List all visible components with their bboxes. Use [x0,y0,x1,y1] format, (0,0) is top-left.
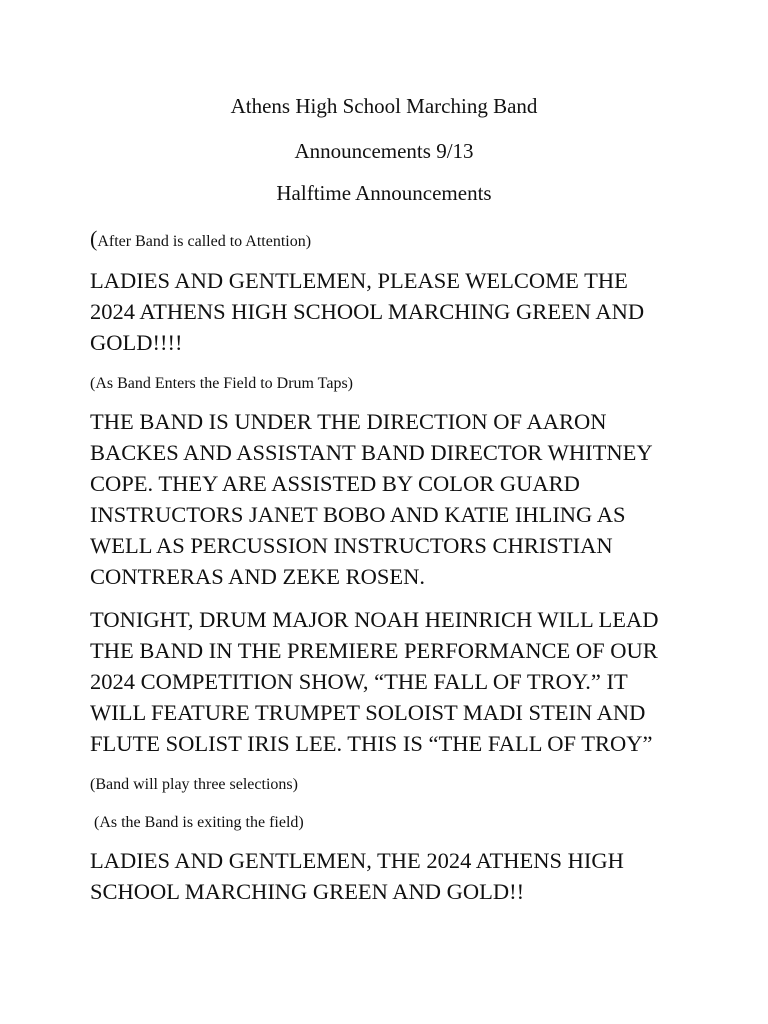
stage-cue-enters: (As Band Enters the Field to Drum Taps) [90,375,353,392]
announcement-line: 2024 ATHENS HIGH SCHOOL MARCHING GREEN AND [90,299,645,324]
announcement-line: LADIES AND GENTLEMEN, PLEASE WELCOME THE [90,268,628,293]
announcement-line: WELL AS PERCUSSION INSTRUCTORS CHRISTIAN [90,533,613,558]
announcement-line: THE BAND IN THE PREMIERE PERFORMANCE OF OUR [90,638,658,663]
announcement-welcome [90,265,690,358]
stage-cue-selections: (Band will play three selections) [90,776,298,793]
announcement-show [90,604,690,759]
announcement-line: FLUTE SOLIST IRIS LEE. THIS IS “THE FALL OF TROY” [90,731,653,756]
document-subtitle: Announcements 9/13 [294,139,474,163]
stage-cue-exiting: (As the Band is exiting the field) [90,814,304,831]
announcement-line: WILL FEATURE TRUMPET SOLOIST MADI STEIN AND [90,700,646,725]
announcement-line: THE BAND IS UNDER THE DIRECTION OF AARON [90,409,607,434]
announcement-closing [90,845,690,907]
announcement-line: COPE. THEY ARE ASSISTED BY COLOR GUARD [90,471,580,496]
document-title: Athens High School Marching Band [230,94,538,118]
announcement-line: LADIES AND GENTLEMEN, THE 2024 ATHENS HIGH [90,848,624,873]
announcement-line: BACKES AND ASSISTANT BAND DIRECTOR WHITNEY [90,440,653,465]
announcement-line: SCHOOL MARCHING GREEN AND GOLD!! [90,879,525,904]
announcement-line: INSTRUCTORS JANET BOBO AND KATIE IHLING AS [90,502,626,527]
cue-text: After Band is called to Attention) [97,233,312,250]
announcement-line: TONIGHT, DRUM MAJOR NOAH HEINRICH WILL LEAD [90,607,659,632]
section-heading: Halftime Announcements [276,181,492,205]
announcement-staff [90,406,690,592]
announcement-line: 2024 COMPETITION SHOW, “THE FALL OF TROY.” IT [90,669,628,694]
announcement-line: CONTRERAS AND ZEKE ROSEN. [90,564,426,589]
announcement-line: GOLD!!!! [90,330,183,355]
stage-cue-attention [90,228,690,253]
cue-open-paren: ( [90,226,98,251]
